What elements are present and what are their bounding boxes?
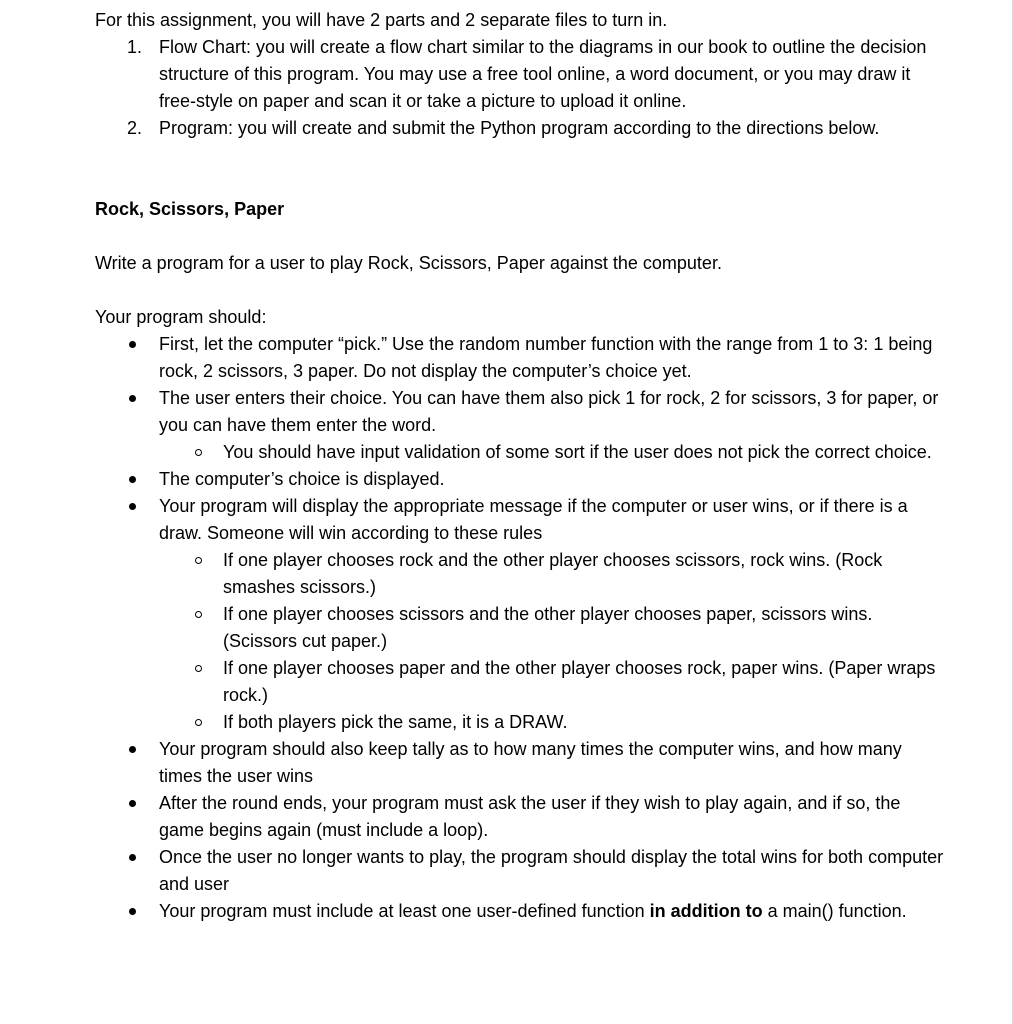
intro-text: For this assignment, you will have 2 parts and 2 separate files to turn in.	[95, 10, 668, 30]
requirement-item	[95, 736, 945, 790]
rules-list	[159, 547, 945, 736]
requirement-item	[95, 466, 945, 493]
requirement-text-part: a main() function.	[762, 901, 907, 921]
part-text-1: Flow Chart: you will create a flow chart similar to the diagrams in our book to outline the decision structure of this program. You may use a free tool online, a word document, or you may draw it free-style on paper and scan it or take a picture to upload it online.	[159, 37, 927, 111]
requirement-text: Your program should also keep tally as to how many times the computer wins, and how many times the user wins	[159, 739, 902, 786]
requirements-list	[95, 331, 945, 925]
parts-list	[95, 34, 945, 142]
requirement-item	[95, 790, 945, 844]
rule-text: If one player chooses paper and the other player chooses rock, paper wins. (Paper wraps rock.)	[223, 658, 936, 705]
rule-text: If one player chooses scissors and the other player chooses paper, scissors wins. (Scissors cut paper.)	[223, 604, 873, 651]
spacer	[95, 142, 945, 196]
rule-item	[159, 655, 945, 709]
requirement-text: Your program will display the appropriate message if the computer or user wins, or if there is a draw. Someone will win according to these rules	[159, 496, 908, 543]
requirement-item	[95, 844, 945, 898]
part-item-1	[95, 34, 945, 115]
requirement-text-part: Your program must include at least one user-defined function	[159, 901, 650, 921]
rule-text: If one player chooses rock and the other player chooses scissors, rock wins. (Rock smashes scissors.)	[223, 550, 883, 597]
sub-requirement-text: You should have input validation of some sort if the user does not pick the correct choice.	[223, 442, 932, 462]
requirement-text: The computer’s choice is displayed.	[159, 469, 445, 489]
requirement-text: First, let the computer “pick.” Use the random number function with the range from 1 to 3: 1 being rock, 2 scissors, 3 paper. Do not display the computer’s choice yet.	[159, 334, 933, 381]
rule-item	[159, 709, 945, 736]
part-text-2: Program: you will create and submit the Python program according to the directions below.	[159, 118, 880, 138]
requirement-emphasis: in addition to	[649, 901, 763, 921]
requirement-text: Once the user no longer wants to play, the program should display the total wins for both computer and user	[159, 847, 944, 894]
rule-item	[159, 547, 945, 601]
requirement-item	[95, 898, 945, 925]
requirement-item	[95, 385, 945, 466]
requirements-label: Your program should:	[95, 307, 267, 327]
rule-item	[159, 601, 945, 655]
description-text: Write a program for a user to play Rock, Scissors, Paper against the computer.	[95, 253, 722, 273]
requirement-item	[95, 331, 945, 385]
part-number-2: 2.	[127, 118, 143, 138]
part-item-2	[95, 115, 945, 142]
part-number-1: 1.	[127, 37, 143, 57]
document-content	[95, 7, 945, 925]
spacer	[95, 277, 945, 304]
sub-requirements-list	[159, 439, 945, 466]
requirement-text: The user enters their choice. You can have them also pick 1 for rock, 2 for scissors, 3 for paper, or you can have them enter the word.	[159, 388, 939, 435]
requirement-text: After the round ends, your program must ask the user if they wish to play again, and if so, the game begins again (must include a loop).	[159, 793, 901, 840]
rule-text: If both players pick the same, it is a DRAW.	[223, 712, 568, 732]
sub-requirement-item	[159, 439, 945, 466]
requirement-item	[95, 493, 945, 736]
section-title: Rock, Scissors, Paper	[95, 199, 285, 219]
spacer	[95, 223, 945, 250]
